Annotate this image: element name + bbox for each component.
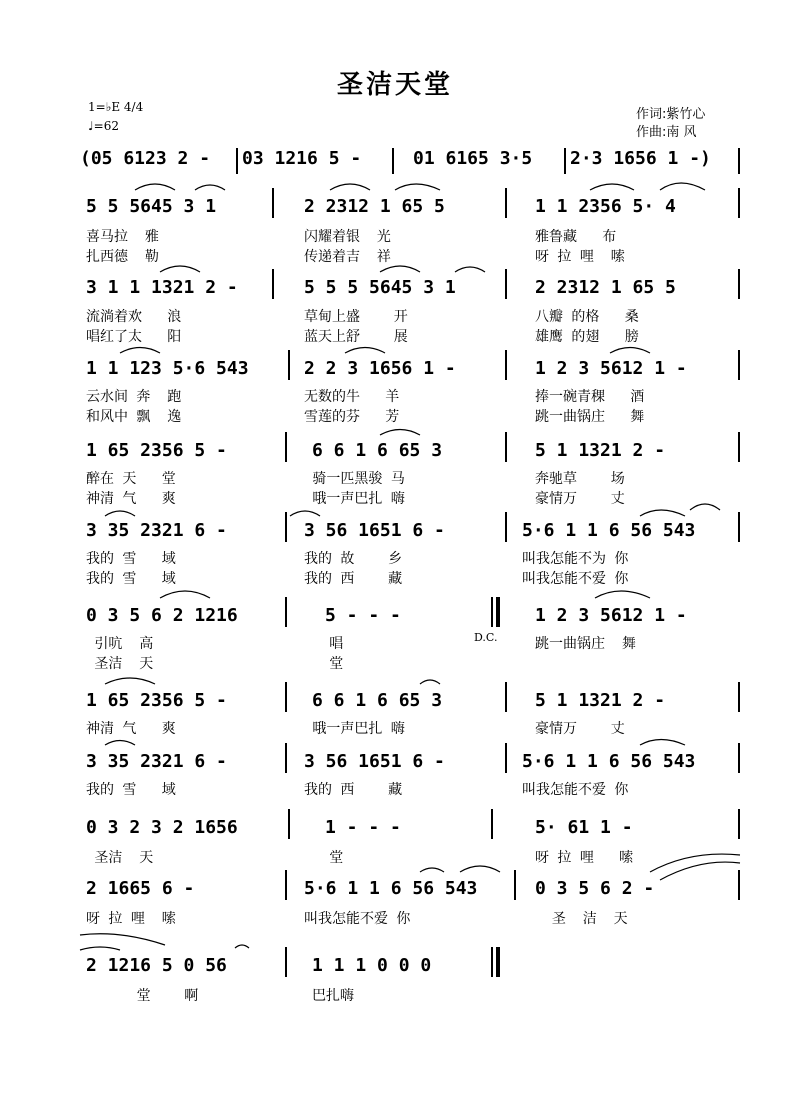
lyric-line: 和风中 飘 逸 bbox=[86, 409, 182, 425]
measure: 5 1 1321 2 - bbox=[535, 690, 666, 711]
lyric-line: 奔驰草 场 bbox=[535, 471, 625, 487]
lyric-line: 哦一声巴扎 嗨 bbox=[304, 721, 405, 737]
lyric-line: 我的 雪 域 bbox=[86, 782, 176, 798]
measure: 0 3 5 6 2 1216 bbox=[86, 605, 238, 626]
lyric-line: 跳一曲锅庄 舞 bbox=[535, 636, 636, 652]
lyric-line: 巴扎嗨 bbox=[312, 988, 354, 1004]
lyric-line: 呀 拉 哩 嗦 bbox=[535, 850, 634, 866]
measure: 1 - - - bbox=[325, 817, 401, 838]
lyric-line: 流淌着欢 浪 bbox=[86, 309, 182, 325]
lyric-line: 我的 故 乡 bbox=[304, 551, 403, 567]
measure: 3 56 1651 6 - bbox=[304, 751, 445, 772]
lyric-line: 扎西德 勒 bbox=[86, 249, 159, 265]
lyric-line: 圣洁 天 bbox=[86, 656, 154, 672]
measure: 3 56 1651 6 - bbox=[304, 520, 445, 541]
lyric-line: 豪情万 丈 bbox=[535, 721, 625, 737]
measure: 3 35 2321 6 - bbox=[86, 520, 227, 541]
measure: 5 - - - bbox=[325, 605, 401, 626]
lyric-line: 醉在 天 堂 bbox=[86, 471, 176, 487]
measure: 03 1216 5 - bbox=[242, 148, 362, 169]
measure: 2 2 3 1656 1 - bbox=[304, 358, 456, 379]
lyric-line: 叫我怎能不为 你 bbox=[522, 551, 629, 567]
lyric-line: 叫我怎能不爱 你 bbox=[522, 571, 629, 587]
measure: 3 1 1 1321 2 - bbox=[86, 277, 238, 298]
lyric-line: 堂 bbox=[304, 850, 344, 866]
measure: 1 1 123 5·6 543 bbox=[86, 358, 249, 379]
measure: 2 2312 1 65 5 bbox=[304, 196, 445, 217]
lyric-line: 蓝天上舒 展 bbox=[304, 329, 408, 345]
lyric-line: 我的 西 藏 bbox=[304, 782, 403, 798]
lyric-line: 我的 西 藏 bbox=[304, 571, 403, 587]
measure: 6 6 1 6 65 3 bbox=[312, 690, 443, 711]
song-title: 圣洁天堂 bbox=[336, 70, 453, 100]
lyric-line: 叫我怎能不爱 你 bbox=[522, 782, 629, 798]
measure: 5 1 1321 2 - bbox=[535, 440, 666, 461]
measure: 5· 61 1 - bbox=[535, 817, 633, 838]
measure: 5·6 1 1 6 56 543 bbox=[522, 751, 696, 772]
lyric-line: 叫我怎能不爱 你 bbox=[304, 911, 411, 927]
lyric-line: 豪情万 丈 bbox=[535, 491, 625, 507]
measure: 5 5 5645 3 1 bbox=[86, 196, 217, 217]
lyric-line: 捧一碗青稞 酒 bbox=[535, 389, 645, 405]
key-signature: 1=♭E 4/4 bbox=[88, 100, 144, 114]
lyric-line: 圣 洁 天 bbox=[535, 911, 628, 927]
dc-marking: D.C. bbox=[474, 631, 498, 644]
measure: 1 2 3 5612 1 - bbox=[535, 358, 687, 379]
measure: 2 1665 6 - bbox=[86, 878, 195, 899]
measure: 01 6165 3·5 bbox=[413, 148, 533, 169]
lyric-line: 喜马拉 雅 bbox=[86, 229, 159, 245]
lyric-line: 堂 啊 bbox=[86, 988, 199, 1004]
lyric-line: 传递着吉 祥 bbox=[304, 249, 391, 265]
measure: 5 5 5 5645 3 1 bbox=[304, 277, 456, 298]
lyric-line: 呀 拉 哩 嗦 bbox=[86, 911, 176, 927]
lyric-line: 草甸上盛 开 bbox=[304, 309, 408, 325]
lyric-line: 闪耀着银 光 bbox=[304, 229, 391, 245]
lyric-line: 无数的牛 羊 bbox=[304, 389, 400, 405]
lyric-line: 雄鹰 的翅 膀 bbox=[535, 329, 639, 345]
measure: 1 65 2356 5 - bbox=[86, 690, 227, 711]
lyric-line: 唱 bbox=[304, 636, 344, 652]
measure: 2·3 1656 1 -) bbox=[570, 148, 711, 169]
lyricist-credit: 作词:紫竹心 bbox=[636, 107, 706, 122]
lyric-line: 引吭 高 bbox=[86, 636, 154, 652]
lyric-line: 雅鲁藏 布 bbox=[535, 229, 617, 245]
lyric-line: 神清 气 爽 bbox=[86, 721, 176, 737]
lyric-line: 八瓣 的格 桑 bbox=[535, 309, 639, 325]
measure: 1 2 3 5612 1 - bbox=[535, 605, 687, 626]
lyric-line: 雪莲的芬 芳 bbox=[304, 409, 400, 425]
lyric-line: 唱红了太 阳 bbox=[86, 329, 182, 345]
measure: 0 3 2 3 2 1656 bbox=[86, 817, 238, 838]
lyric-line: 骑一匹黑骏 马 bbox=[304, 471, 405, 487]
lyric-line: 呀 拉 哩 嗦 bbox=[535, 249, 625, 265]
lyric-line: 堂 bbox=[304, 656, 344, 672]
lyric-line: 我的 雪 域 bbox=[86, 571, 176, 587]
measure: (05 6123 2 - bbox=[80, 148, 211, 169]
measure: 0 3 5 6 2 - bbox=[535, 878, 655, 899]
lyric-line: 神清 气 爽 bbox=[86, 491, 176, 507]
composer-credit: 作曲:南 风 bbox=[636, 125, 697, 140]
measure: 1 65 2356 5 - bbox=[86, 440, 227, 461]
measure: 5·6 1 1 6 56 543 bbox=[522, 520, 696, 541]
measure: 1 1 2356 5· 4 bbox=[535, 196, 676, 217]
measure: 5·6 1 1 6 56 543 bbox=[304, 878, 478, 899]
measure: 2 1216 5 0 56 bbox=[86, 955, 227, 976]
measure: 3 35 2321 6 - bbox=[86, 751, 227, 772]
measure: 6 6 1 6 65 3 bbox=[312, 440, 443, 461]
lyric-line: 我的 雪 域 bbox=[86, 551, 176, 567]
tempo-marking: ♩=62 bbox=[88, 119, 119, 133]
measure: 1 1 1 0 0 0 bbox=[312, 955, 432, 976]
lyric-line: 云水间 奔 跑 bbox=[86, 389, 182, 405]
measure: 2 2312 1 65 5 bbox=[535, 277, 676, 298]
lyric-line: 跳一曲锅庄 舞 bbox=[535, 409, 645, 425]
lyric-line: 圣洁 天 bbox=[86, 850, 154, 866]
lyric-line: 哦一声巴扎 嗨 bbox=[304, 491, 405, 507]
